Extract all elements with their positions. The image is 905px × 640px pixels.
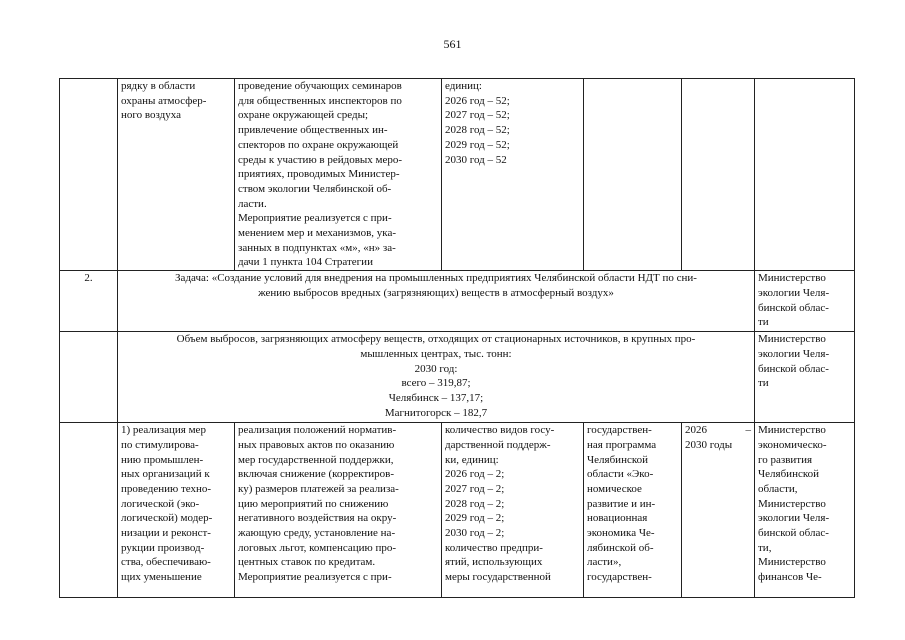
table-row-indicator	[60, 332, 855, 423]
cell-number	[60, 423, 118, 598]
cell-event-name: 1) реализация мер по стимулирова- нию промышлен- ных организаций к проведению техно- логической (эко- логической) модер- низации и реконст- рукции производ- ства, обеспечиваю- щих уменьшение	[118, 423, 235, 598]
cell-task-number: 2.	[60, 271, 118, 332]
cell-number	[60, 79, 118, 271]
cell-program	[584, 79, 682, 271]
cell-indicator: количество видов госу- дарственной поддерж- ки, единиц: 2026 год – 2; 2027 год – 2; 2028 год – 2; 2029 год – 2; 2030 год – 2; количество предпри- ятий, использующих меры государственной	[442, 423, 584, 598]
table-row-continuation	[60, 79, 855, 271]
page-number: 561	[443, 37, 462, 51]
cell-responsible	[755, 79, 855, 271]
cell-empty	[60, 332, 118, 423]
cell-responsible: Министерство экономическо- го развития Челябинской области, Министерство экологии Челя- бинской облас- ти, Министерство финансов Че-	[755, 423, 855, 598]
cell-task-text: Задача: «Создание условий для внедрения на промышленных предприятиях Челябинской области НДТ по сни- жению выбросов вредных (загрязняющих) веществ в атмосферный воздух»	[118, 271, 755, 332]
table-row-event	[60, 423, 855, 598]
cell-indicator-responsible: Министерство экологии Челя- бинской облас- ти	[755, 332, 855, 423]
strategy-table	[59, 78, 855, 598]
cell-program: государствен- ная программа Челябинской области «Эко- номическое развитие и ин- новационная экономика Че- лябинской об- ласти», государствен-	[584, 423, 682, 598]
cell-event-description: реализация положений норматив- ных правовых актов по оказанию мер государственной поддержки, включая снижение (корректиров- ку) размеров платежей за реализа- цию мероприятий по снижению негативного воздействия на окру- жающую среду, установление на- логовых льгот, компенсацию про- центных ставок по кредитам. Мероприятие реализуется с при-	[235, 423, 442, 598]
cell-indicator-text: Объем выбросов, загрязняющих атмосферу веществ, отходящих от стационарных источников, в крупных про- мышленных центрах, тыс. тонн: 2030 год: всего – 319,87; Челябинск – 137,17; Магнитогорск – 182,7	[118, 332, 755, 423]
cell-event-name: рядку в области охраны атмосфер- ного воздуха	[118, 79, 235, 271]
cell-period	[682, 79, 755, 271]
cell-indicator: единиц: 2026 год – 52; 2027 год – 52; 2028 год – 52; 2029 год – 52; 2030 год – 52	[442, 79, 584, 271]
cell-task-responsible: Министерство экологии Челя- бинской облас- ти	[755, 271, 855, 332]
cell-event-description: проведение обучающих семинаров для общественных инспекторов по охране окружающей среды; привлечение общественных ин- спекторов по охране окружающей среды к участию в рейдовых меро- приятиях, проводимых Министер- ством экологии Челябинской об- ласти. Мероприятие реализуется с при- менением мер и механизмов, ука- занных в подпунктах «м», «н» за- дачи 1 пункта 104 Стратегии	[235, 79, 442, 271]
cell-period: 2026 – 2030 годы	[682, 423, 755, 598]
table-row-task	[60, 271, 855, 332]
